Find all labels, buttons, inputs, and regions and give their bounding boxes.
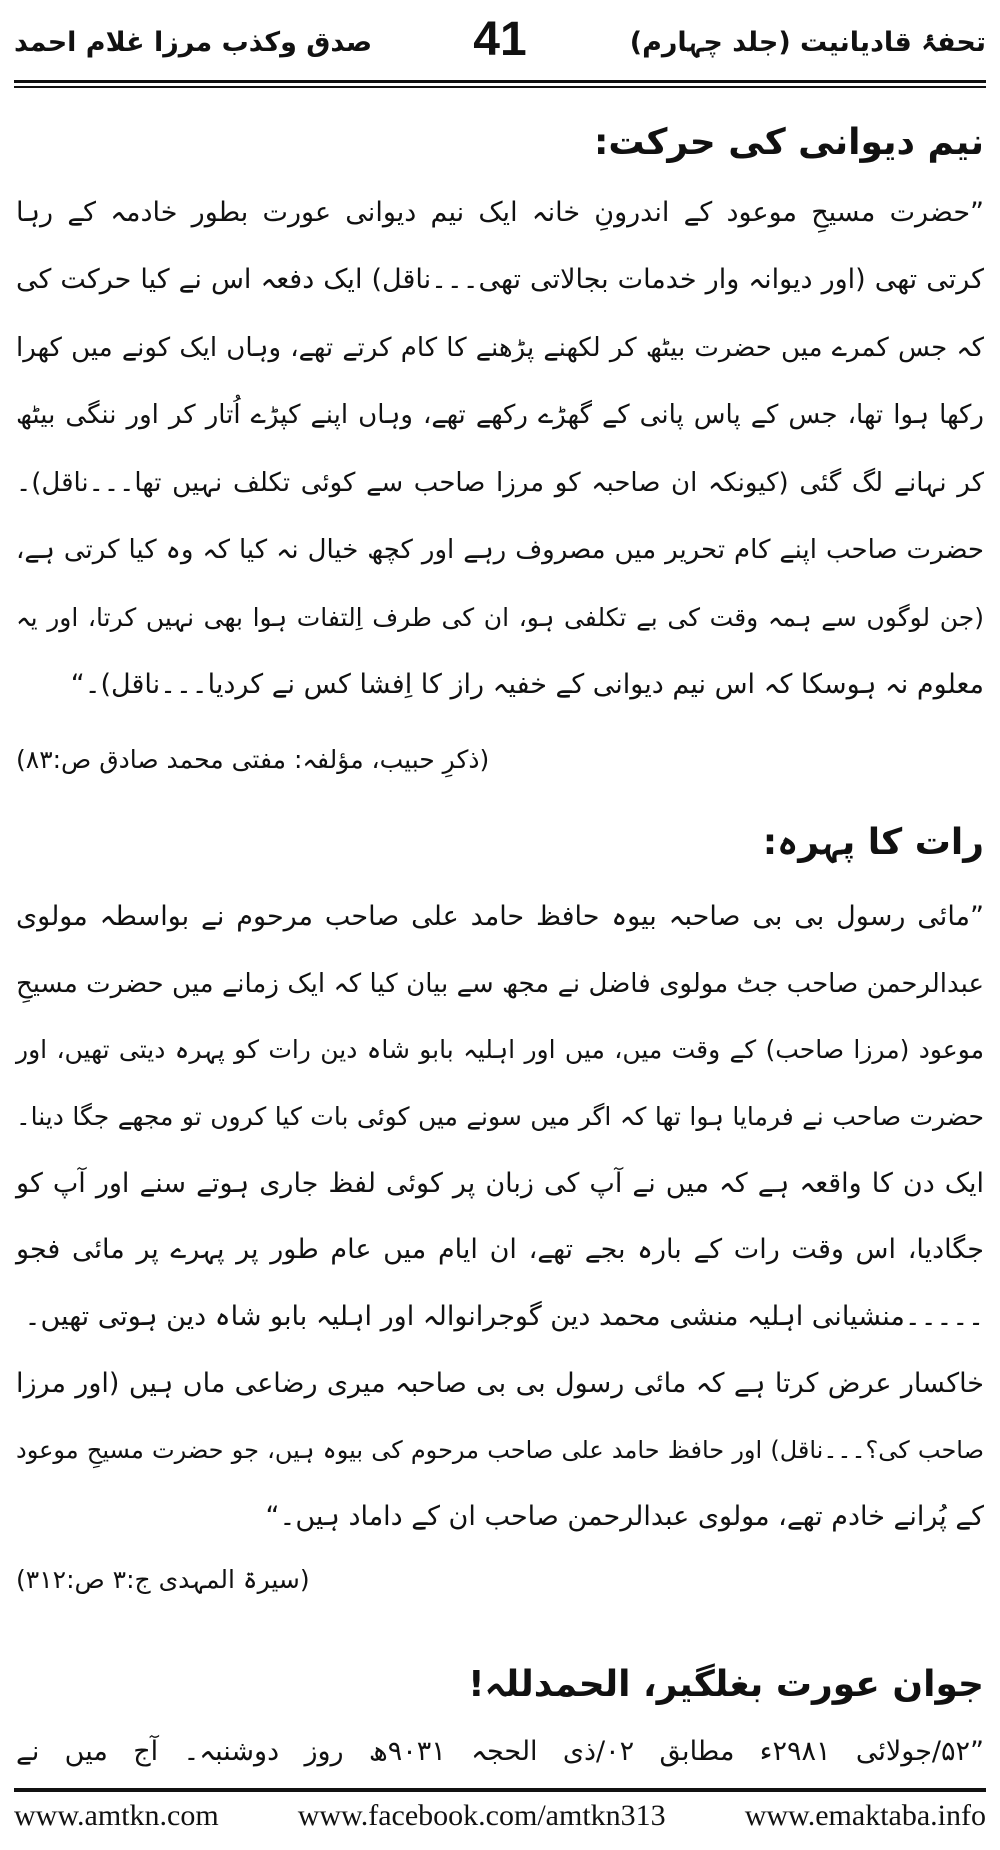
- text-line: ”حضرت مسیحِ موعود کے اندرونِ خانہ ایک نیم دیوانی عورت بطور خادمہ کے رہا: [16, 197, 984, 228]
- text-line: خاکسار عرض کرتا ہے کہ مائی رسول بی بی صاحبہ میری رضاعی ماں ہیں (اور مرزا: [16, 1368, 984, 1399]
- text-line: موعود (مرزا صاحب) کے وقت میں، میں اور اہلیہ بابو شاہ دین رات کو پہرہ دیتی تھیں، اور: [16, 1035, 984, 1064]
- text-line: ”مائی رسول بی بی صاحبہ بیوہ حافظ حامد علی صاحب مرحوم نے بواسطہ مولوی: [16, 901, 984, 932]
- page-number: 41: [473, 13, 527, 66]
- citation: (ذکرِ حبیب، مؤلفہ: مفتی محمد صادق ص:۸۳): [16, 745, 490, 774]
- citation: (سیرۃ المہدی ج:۳ ص:۳۱۲): [16, 1565, 310, 1594]
- text-line: جگادیا، اس وقت رات کے بارہ بجے تھے، ان ایام میں عام طور پر پہرے پر مائی فجو: [16, 1234, 984, 1265]
- text-line: معلوم نہ ہوسکا کہ اس نیم دیوانی کے خفیہ راز کا اِفشا کس نے کردیا۔۔۔ناقل)۔“: [70, 669, 984, 700]
- footer-link-emaktaba[interactable]: www.emaktaba.info: [744, 1799, 986, 1832]
- section-heading: جوان عورت بغلگیر، الحمدللہ!: [468, 1664, 984, 1705]
- text-line: کے پُرانے خادم تھے، مولوی عبدالرحمن صاحب ان کے داماد ہیں۔“: [265, 1501, 984, 1532]
- section-heading: رات کا پہرہ:: [762, 822, 984, 863]
- text-line: ۔۔۔۔۔منشیانی اہلیہ منشی محمد دین گوجرانوالہ اور اہلیہ بابو شاہ دین ہوتی تھیں۔: [24, 1301, 984, 1332]
- text-line: کرتی تھی (اور دیوانہ وار خدمات بجالاتی تھی۔۔۔ناقل) ایک دفعہ اس نے کیا حرکت کی: [16, 264, 984, 295]
- text-line: حضرت صاحب نے فرمایا ہوا تھا کہ اگر میں سونے میں کوئی بات کیا کروں تو مجھے جگا دینا۔: [16, 1102, 984, 1131]
- header-divider: [14, 86, 986, 88]
- footer-divider: [14, 1788, 986, 1792]
- footer-link-facebook[interactable]: www.facebook.com/amtkn313: [297, 1799, 666, 1832]
- chapter-title: صدق وکذب مرزا غلام احمد: [14, 27, 373, 58]
- text-line: صاحب کی؟۔۔۔ناقل) اور حافظ حامد علی صاحب مرحوم کی بیوہ ہیں، جو حضرت مسیحِ موعود: [16, 1436, 984, 1464]
- text-line: رکھا ہوا تھا، جس کے پاس پانی کے گھڑے رکھے تھے، وہاں اپنے کپڑے اُتار کر اور ننگی بیٹھ: [16, 400, 984, 430]
- text-line: عبدالرحمن صاحب جٹ مولوی فاضل نے مجھ سے بیان کیا کہ ایک زمانے میں حضرت مسیحِ: [16, 969, 984, 999]
- footer: [14, 1796, 986, 1836]
- book-title: تحفۂ قادیانیت (جلد چہارم): [629, 27, 986, 58]
- text-line: ایک دن کا واقعہ ہے کہ میں نے آپ کی زبان پر کوئی لفظ جاری ہوتے سنے اور آپ کو: [16, 1168, 984, 1199]
- footer-link-amtkn[interactable]: www.amtkn.com: [14, 1799, 219, 1832]
- header-divider: [14, 80, 986, 83]
- text-line: کر نہانے لگ گئی (کیونکہ ان صاحبہ کو مرزا صاحب سے کوئی تکلف نہیں تھا۔۔۔ناقل)۔: [16, 468, 984, 498]
- text-line: (جن لوگوں سے ہمہ وقت کی بے تکلفی ہو، ان کی طرف اِلتفات ہوا بھی نہیں کرتا، اور یہ: [16, 603, 984, 632]
- text-line: ”۵۲/جولائی ۲۹۸۱ء مطابق ۰۲/ذی الحجہ ۹۰۳۱ھ روز دوشنبہ۔ آج میں نے: [16, 1736, 985, 1767]
- text-line: حضرت صاحب اپنے کام تحریر میں مصروف رہے اور کچھ خیال نہ کیا کہ وہ کیا کرتی ہے،: [16, 535, 984, 565]
- text-line: کہ جس کمرے میں حضرت بیٹھ کر لکھنے پڑھنے کا کام کرتے تھے، وہاں ایک کونے میں کھرا: [16, 333, 984, 363]
- section-heading: نیم دیوانی کی حرکت:: [593, 122, 984, 163]
